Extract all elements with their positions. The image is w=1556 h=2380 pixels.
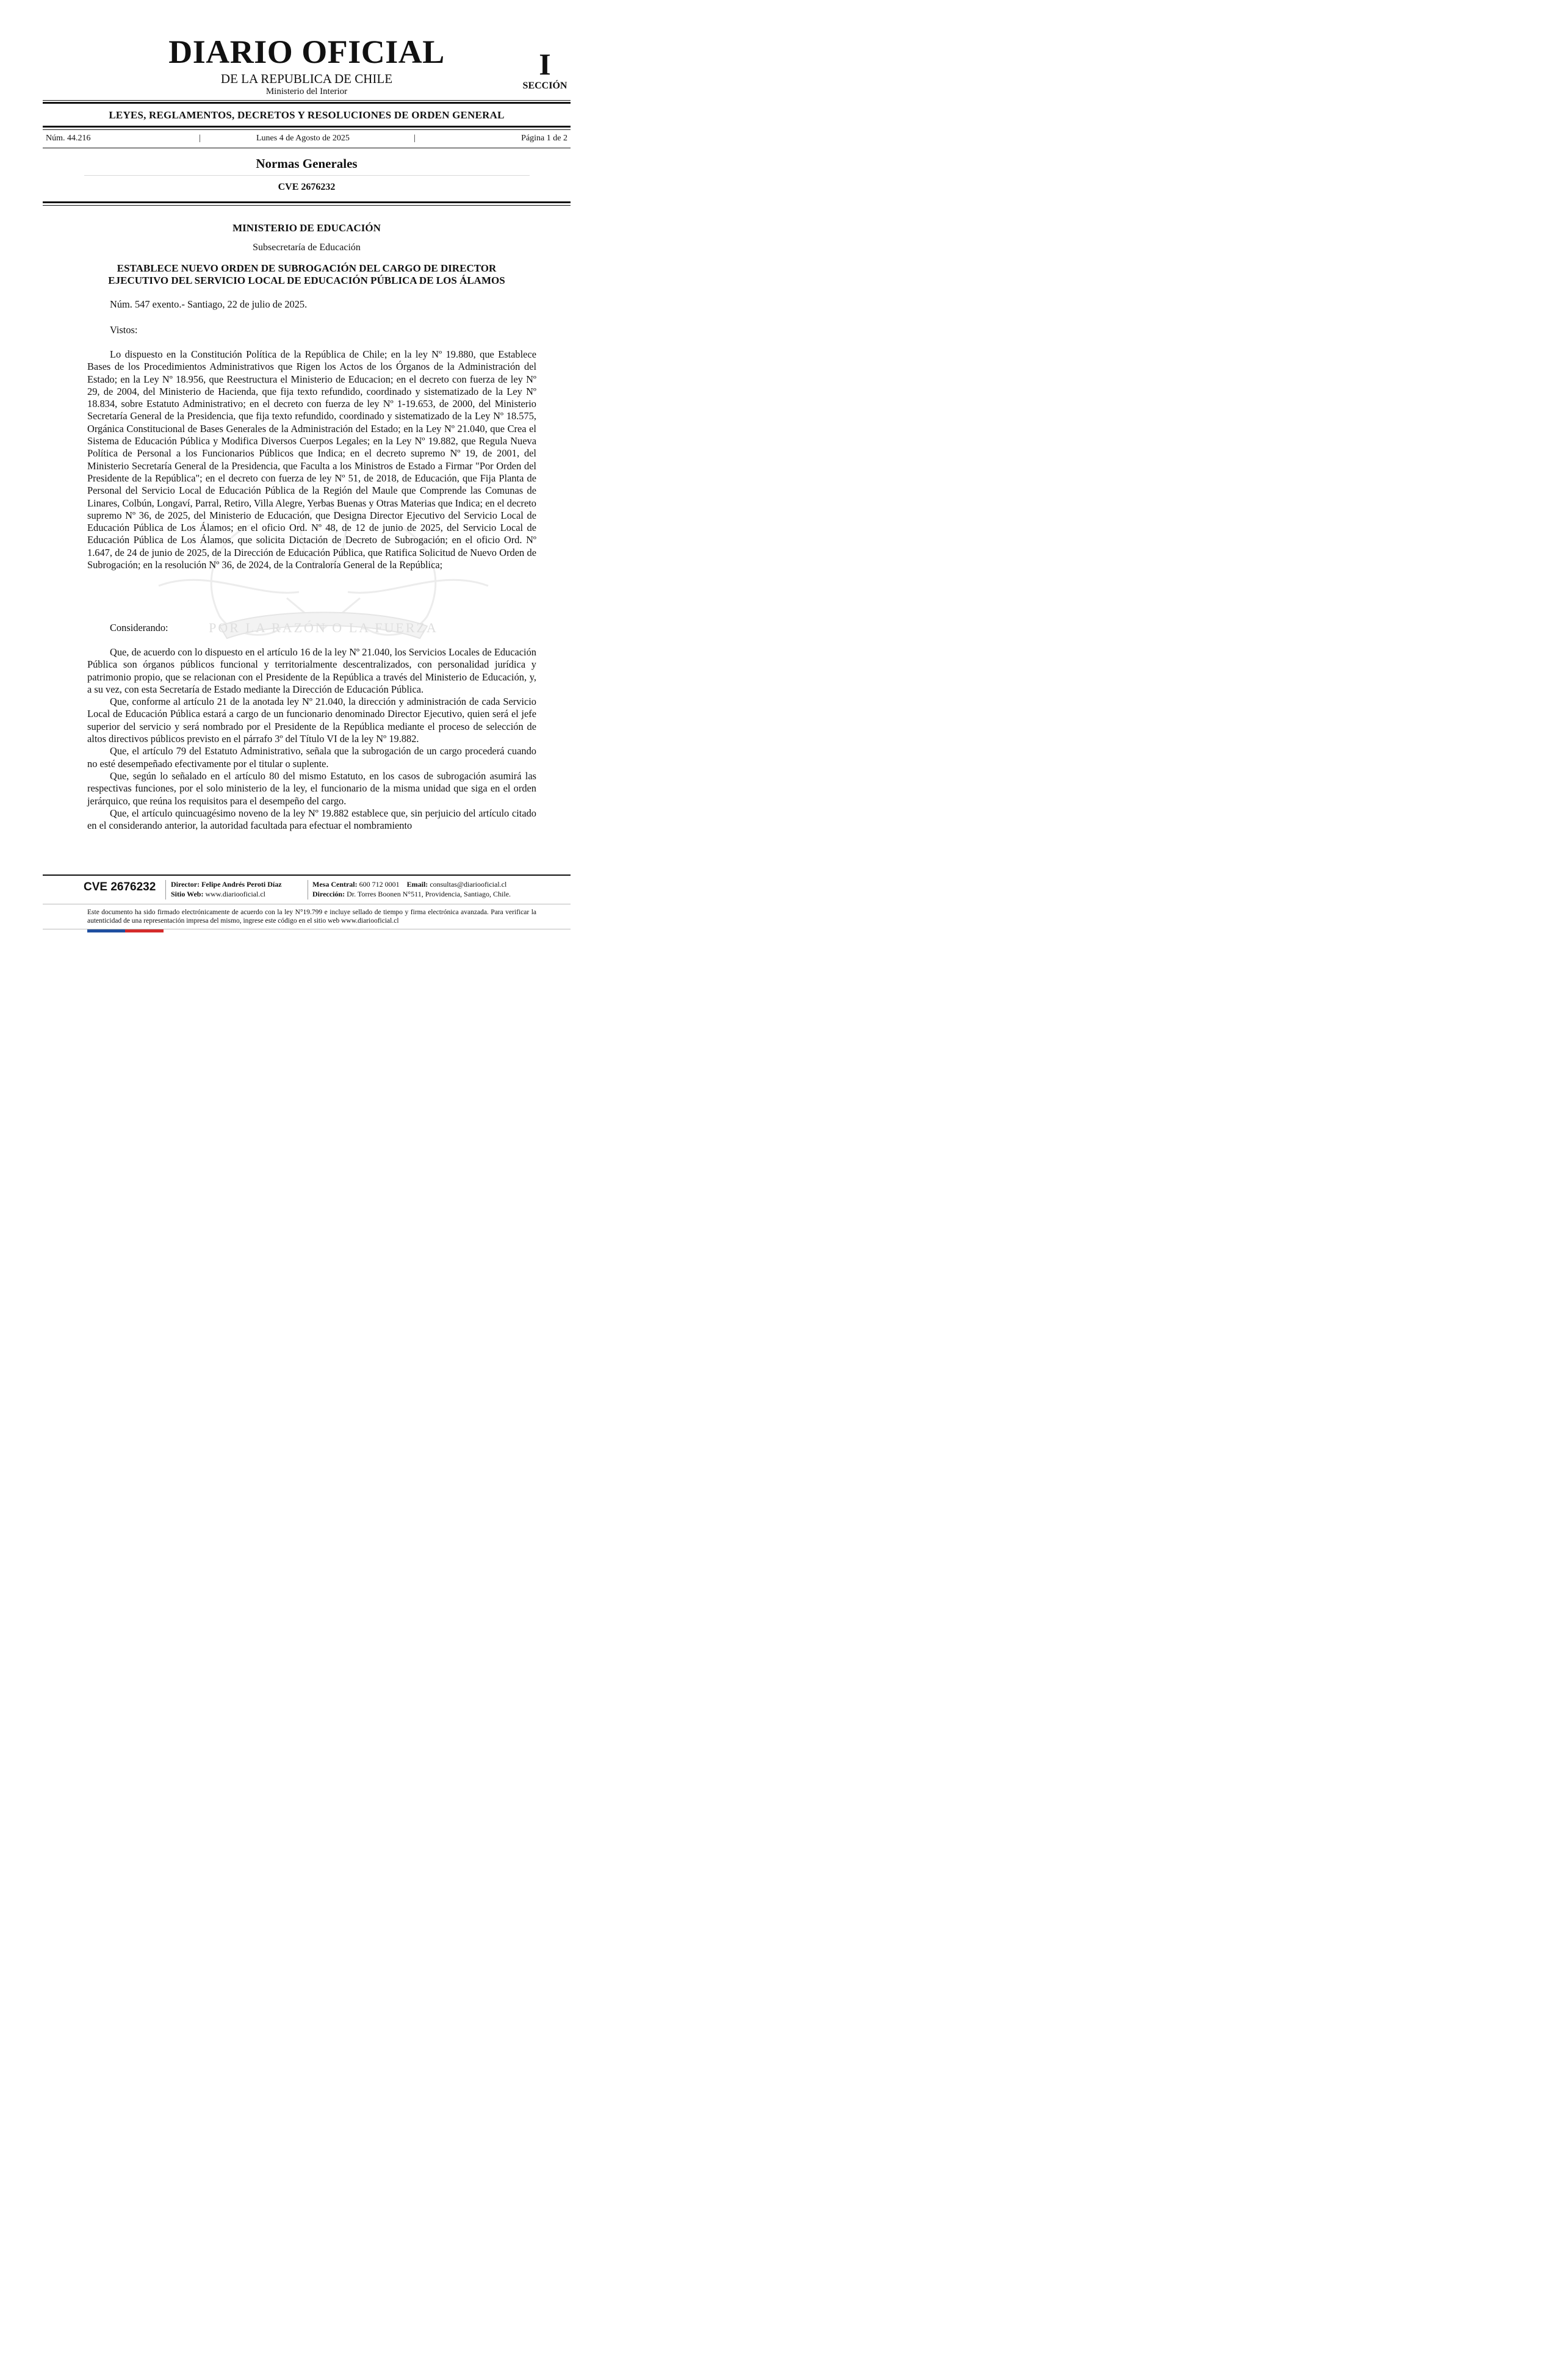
section-number: I <box>539 47 551 81</box>
mesa-value: 600 712 0001 <box>359 880 400 889</box>
masthead-rule-thick <box>43 102 571 104</box>
address-label: Dirección: <box>312 889 345 898</box>
subtitle-rule-thick <box>43 126 571 128</box>
subtitle-bar: LEYES, REGLAMENTOS, DECRETOS Y RESOLUCIONES DE ORDEN GENERAL <box>109 109 505 121</box>
cve-code: CVE 2676232 <box>278 182 336 192</box>
cve-rule-thin <box>43 205 571 206</box>
vistos-label: Vistos: <box>110 324 138 336</box>
flag-stripe-blue <box>87 929 125 932</box>
flag-stripe-red <box>125 929 164 932</box>
section-label: SECCIÓN <box>522 81 567 91</box>
email-link[interactable]: consultas@diariooficial.cl <box>430 880 507 889</box>
subtitle-rule-thin <box>43 129 571 130</box>
mesa-label: Mesa Central: <box>312 880 358 889</box>
watermark-motto: POR LA RAZÓN O LA FUERZA <box>209 620 438 635</box>
director-label: Director: <box>171 880 200 889</box>
considerando-label: Considerando: <box>110 622 168 633</box>
site-label: Sitio Web: <box>171 889 204 898</box>
considerando-paragraph: Que, de acuerdo con lo dispuesto en el artículo 16 de la ley Nº 21.040, los Servicios Locales de Educación Pública son órganos públicos funcional y territorialmente descentralizados, con personalidad jurídica y patrimonio propio, que se relacionan con el Presidente de la República a través del Ministerio de Educación, y, a su vez, con esta Secretaría de Estado mediante la Dirección de Educación Pública. <box>87 646 536 695</box>
document-subsecretaria: Subsecretaría de Educación <box>253 242 361 253</box>
decree-title-line: ESTABLECE NUEVO ORDEN DE SUBROGACIÓN DEL CARGO DE DIRECTOR <box>117 262 497 274</box>
vistos-text: Lo dispuesto en la Constitución Política de la República de Chile; en la ley Nº 19.880, que Establece Bases de los Procedimientos Administrativos que Rigen los Actos de los Órganos de la Administración del Estado; en la Ley Nº 18.956, que Reestructura el Ministerio de Educacion; en el decreto con fuerza de ley Nº 29, de 2004, del Ministerio de Hacienda, que fija texto refundido, coordinado y sistematizado de la Ley Nº 18.834, sobre Estatuto Administrativo; en el decreto con fuerza de ley Nº 1-19.653, de 2000, del Ministerio Secretaría General de la Presidencia, que fija texto refundido, coordinado y sistematizado de la Ley Nº 18.575, Orgánica Constitucional de Bases Generales de la Administración del Estado; en la Ley Nº 21.040, que Crea el Sistema de Educación Pública y Modifica Diversos Cuerpos Legales; en la Ley Nº 19.882, que Regula Nueva Política de Personal a los Funcionarios Públicos que Indica; en el decreto supremo Nº 19, de 2001, del Ministerio Secretaría General de la Presidencia, que Faculta a los Ministros de Estado a Firmar "Por Orden del Presidente de la República"; en el decreto con fuerza de ley Nº 51, de 2018, de Educación, que Fija Planta de Personal del Servicio Local de Educación Pública de la Región del Maule que Comprende las Comunas de Linares, Colbún, Longaví, Parral, Retiro, Villa Alegre, Yerbas Buenas y Otras Materias que Indica; en el decreto supremo Nº 36, de 2025, del Ministerio de Educación, que Designa Director Ejecutivo del Servicio Local de Educación Pública de Los Álamos; en el oficio Ord. Nº 48, de 12 de junio de 2025, del Servicio Local de Educación Pública de Los Álamos, que solicita Dictación de Decreto de Subrogación; en el oficio Ord. Nº 1.647, de 24 de junio de 2025, de la Dirección de Educación Pública, que Ratifica Solicitud de Nuevo Orden de Subrogación; en la resolución Nº 36, de 2024, de la Contraloría General de la República; <box>87 348 536 571</box>
footer-contact-block <box>312 880 511 899</box>
decree-title <box>73 262 540 287</box>
address-value: Dr. Torres Boonen N°511, Providencia, Santiago, Chile. <box>347 889 511 898</box>
masthead-ministry: Ministerio del Interior <box>265 87 348 96</box>
masthead-rule-thin <box>43 100 571 101</box>
email-label: Email: <box>406 880 428 889</box>
considerandos-block <box>87 646 536 832</box>
cve-rule-thick <box>43 201 571 203</box>
footer-cve-code: CVE 2676232 <box>84 881 156 893</box>
issue-number: Núm. 44.216 <box>46 134 91 143</box>
issue-separator: | <box>414 134 416 143</box>
decree-title-line: EJECUTIVO DEL SERVICIO LOCAL DE EDUCACIÓN PÚBLICA DE LOS ÁLAMOS <box>108 275 505 286</box>
footer-legal-text: Este documento ha sido firmado electrónicamente de acuerdo con la ley N°19.799 e incluye sellado de tiempo y firma electrónica avanzada. Para verificar la autenticidad de una representación impresa del mismo, ingrese este código en el sitio web www.diariooficial.cl <box>87 909 536 925</box>
footer-separator <box>165 880 166 900</box>
issue-date: Lunes 4 de Agosto de 2025 <box>256 134 350 143</box>
masthead-subtitle: DE LA REPUBLICA DE CHILE <box>220 71 393 86</box>
document-ministry: MINISTERIO DE EDUCACIÓN <box>232 222 381 234</box>
director-name: Felipe Andrés Peroti Díaz <box>201 880 282 889</box>
heading-divider <box>84 175 530 176</box>
considerando-paragraph: Que, conforme al artículo 21 de la anotada ley Nº 21.040, la dirección y administración de cada Servicio Local de Educación Pública estará a cargo de un funcionario denominado Director Ejecutivo, quien será el jefe superior del servicio y será nombrado por el Presidente de la República mediante el proceso de selección de altos directivos públicos previsto en el párrafo 3º del Título VI de la ley Nº 19.882. <box>87 696 536 745</box>
footer-director-block <box>171 880 282 899</box>
issue-page: Página 1 de 2 <box>521 134 567 143</box>
footer-rule <box>43 874 571 876</box>
considerando-paragraph: Que, el artículo quincuagésimo noveno de la ley Nº 19.882 establece que, sin perjuicio del artículo citado en el considerando anterior, la autoridad facultada para efectuar el nombramiento <box>87 807 536 832</box>
issue-separator: | <box>199 134 201 143</box>
considerando-paragraph: Que, el artículo 79 del Estatuto Administrativo, señala que la subrogación de un cargo procederá cuando no esté desempeñado efectivamente por el titular o suplente. <box>87 745 536 770</box>
decree-number-line: Núm. 547 exento.- Santiago, 22 de julio de 2025. <box>110 298 308 310</box>
site-link[interactable]: www.diariooficial.cl <box>205 889 265 898</box>
section-heading: Normas Generales <box>256 156 358 171</box>
considerando-paragraph: Que, según lo señalado en el artículo 80 del mismo Estatuto, en los casos de subrogación asumirá las respectivas funciones, por el solo ministerio de la ley, el funcionario de la misma unidad que siga en el orden jerárquico, que reúna los requisitos para el desempeño del cargo. <box>87 770 536 807</box>
vistos-paragraph <box>87 348 536 571</box>
masthead-title: DIARIO OFICIAL <box>168 34 445 70</box>
